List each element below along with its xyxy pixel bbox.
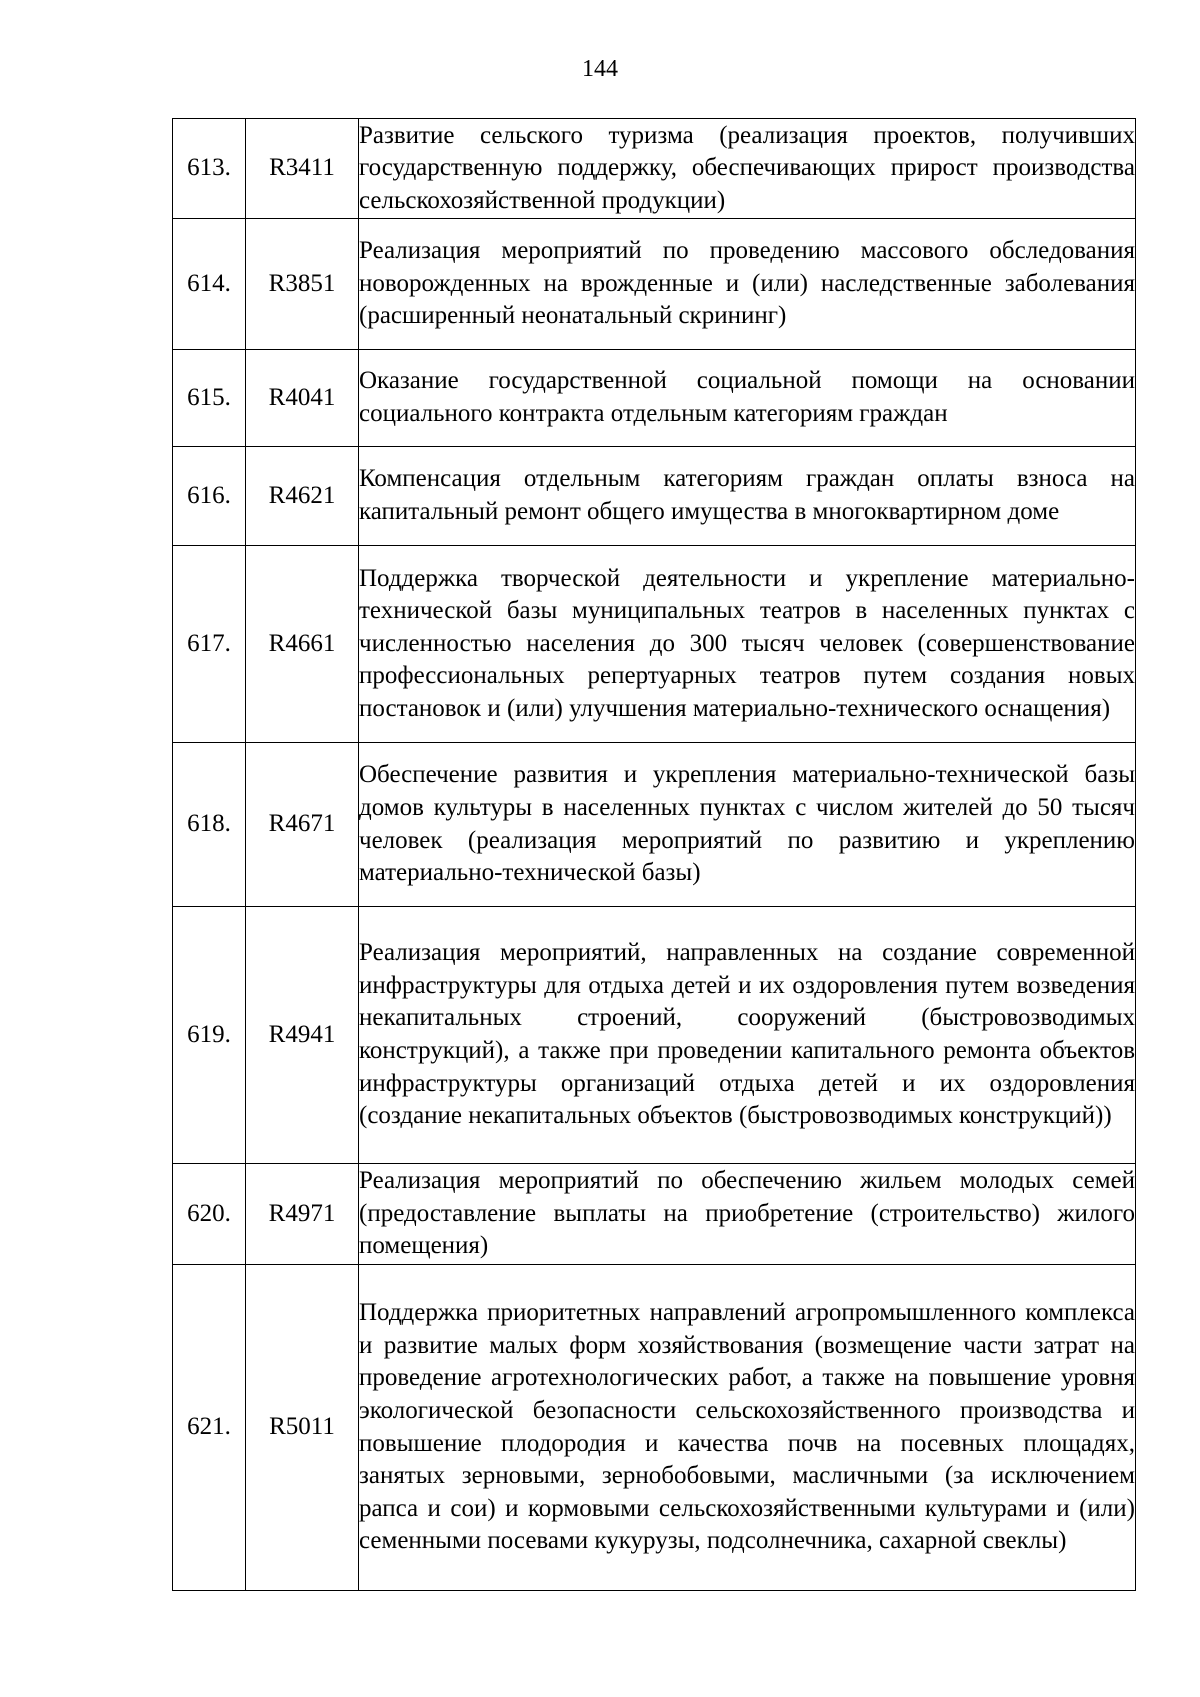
row-number: 617. xyxy=(173,546,246,743)
row-code: R4671 xyxy=(246,743,359,907)
row-description: Развитие сельского туризма (реализация проектов, получивших государственную поддержку, обеспечивающих прирост производства сельскохозяйственной продукции) xyxy=(359,119,1136,219)
row-code: R4941 xyxy=(246,907,359,1164)
row-code: R4661 xyxy=(246,546,359,743)
row-code: R3851 xyxy=(246,219,359,350)
table-row xyxy=(173,1164,1136,1265)
row-description: Реализация мероприятий по обеспечению жильем молодых семей (предоставление выплаты на приобретение (строительство) жилого помещения) xyxy=(359,1164,1136,1265)
row-code: R4971 xyxy=(246,1164,359,1265)
row-description: Оказание государственной социальной помощи на основании социального контракта отдельным категориям граждан xyxy=(359,350,1136,447)
table-row xyxy=(173,743,1136,907)
row-number: 619. xyxy=(173,907,246,1164)
row-number: 613. xyxy=(173,119,246,219)
row-description: Поддержка приоритетных направлений агропромышленного комплекса и развитие малых форм хозяйствования (возмещение части затрат на проведение агротехнологических работ, а также на повышение уровня экологической безопасности сельскохозяйственного производства и повышение плодородия и качества почв на посевных площадях, занятых зерновыми, зернобобовыми, масличными (за исключением рапса и сои) и кормовыми сельскохозяйственными культурами и (или) семенными посевами кукурузы, подсолнечника, сахарной свеклы) xyxy=(359,1265,1136,1591)
table-row xyxy=(173,546,1136,743)
table-row xyxy=(173,1265,1136,1591)
table-row xyxy=(173,447,1136,546)
row-number: 618. xyxy=(173,743,246,907)
row-code: R3411 xyxy=(246,119,359,219)
row-description: Реализация мероприятий по проведению массового обследования новорожденных на врожденные и (или) наследственные заболевания (расширенный неонатальный скрининг) xyxy=(359,219,1136,350)
table-row xyxy=(173,350,1136,447)
row-number: 621. xyxy=(173,1265,246,1591)
row-description: Реализация мероприятий, направленных на создание современной инфраструктуры для отдыха детей и их оздоровления путем возведения некапитальных строений, сооружений (быстровозводимых конструкций), а также при проведении капитального ремонта объектов инфраструктуры организаций отдыха детей и их оздоровления (создание некапитальных объектов (быстровозводимых конструкций)) xyxy=(359,907,1136,1164)
page-number: 144 xyxy=(582,56,618,82)
table-row xyxy=(173,219,1136,350)
row-number: 614. xyxy=(173,219,246,350)
row-number: 615. xyxy=(173,350,246,447)
table-row xyxy=(173,119,1136,219)
row-description: Поддержка творческой деятельности и укрепление материально-технической базы муниципальных театров в населенных пунктах с численностью населения до 300 тысяч человек (совершенствование профессиональных репертуарных театров путем создания новых постановок и (или) улучшения материально-технического оснащения) xyxy=(359,546,1136,743)
row-description: Обеспечение развития и укрепления материально-технической базы домов культуры в населенных пунктах с числом жителей до 50 тысяч человек (реализация мероприятий по развитию и укреплению материально-технической базы) xyxy=(359,743,1136,907)
row-description: Компенсация отдельным категориям граждан оплаты взноса на капитальный ремонт общего имущества в многоквартирном доме xyxy=(359,447,1136,546)
row-number: 620. xyxy=(173,1164,246,1265)
row-code: R4041 xyxy=(246,350,359,447)
row-code: R4621 xyxy=(246,447,359,546)
budget-codes-table xyxy=(172,118,1136,1591)
row-code: R5011 xyxy=(246,1265,359,1591)
table-row xyxy=(173,907,1136,1164)
row-number: 616. xyxy=(173,447,246,546)
